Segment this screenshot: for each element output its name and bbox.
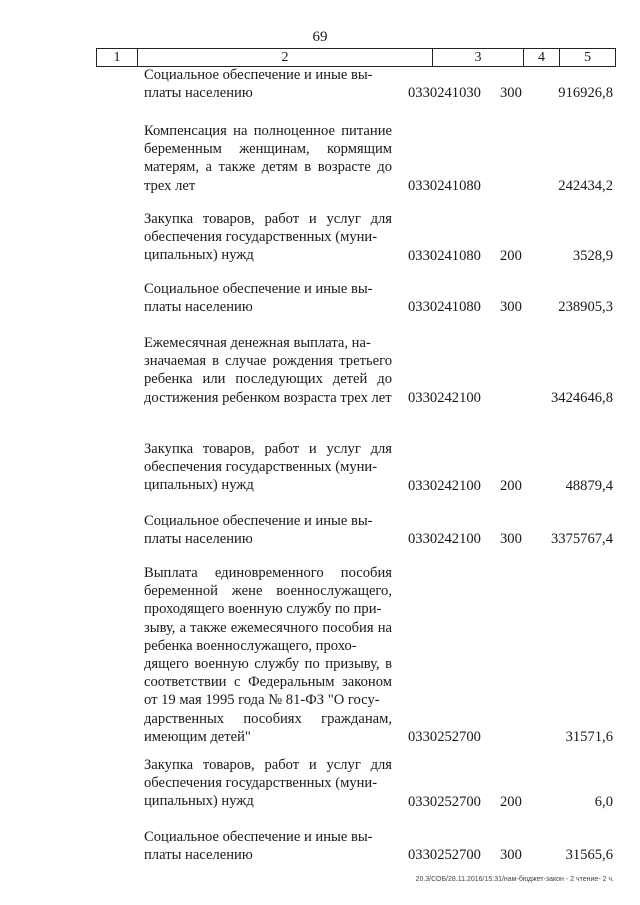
row-name: Социальное обеспечение и иные вы- платы населению [144, 281, 373, 316]
row-name: Закупка товаров, работ и услуг для обеспечения государственных (муни- ципальных) нужд [144, 757, 392, 810]
row-amount: 48879,4 [565, 477, 613, 494]
row-code: 0330252700 [408, 793, 481, 810]
row-amount: 916926,8 [558, 84, 613, 101]
row-code: 0330241030 [408, 84, 481, 101]
row-amount: 238905,3 [558, 298, 613, 315]
row-name: Ежемесячная денежная выплата, на- значаемая в случае рождения третьего ребенка или последующих детей до достижения ребенком возраста трех лет [144, 335, 392, 406]
row-type: 200 [500, 477, 522, 494]
column-header-2: 2 [138, 49, 433, 67]
row-code: 0330242100 [408, 530, 481, 547]
row-amount: 242434,2 [558, 177, 613, 194]
row-code: 0330242100 [408, 477, 481, 494]
row-code: 0330252700 [408, 728, 481, 745]
row-name: Компенсация на полноценное питание беременным женщинам, кормящим матерям, а также детям в возрасте до трех лет [144, 123, 392, 194]
column-header-4: 4 [524, 49, 560, 67]
row-type: 200 [500, 793, 522, 810]
footer-stamp: 20.3/СОБ/28.11.2016/15:31/нам-бюджет-закон - 2 чтение- 2 ч. [415, 876, 614, 883]
row-amount: 6,0 [594, 793, 613, 810]
row-name: Социальное обеспечение и иные вы- платы населению [144, 67, 373, 102]
row-amount: 3424646,8 [550, 389, 613, 406]
row-type: 200 [500, 247, 522, 264]
row-amount: 31571,6 [565, 728, 613, 745]
row-code: 0330241080 [408, 247, 481, 264]
column-header-5: 5 [560, 49, 616, 67]
row-type: 300 [500, 530, 522, 547]
row-amount: 3528,9 [572, 247, 613, 264]
row-amount: 31565,6 [565, 846, 613, 863]
row-amount: 3375767,4 [550, 530, 613, 547]
row-type: 300 [500, 84, 522, 101]
column-header-row [97, 49, 616, 67]
row-name: Выплата единовременного пособия беременной жене военнослужащего, проходящего военную службу по при- зыву, а также ежемесячного пособия на ребенка военнослужащего, прохо- дящего военную службу по призыву, в соответствии с Федеральным законом от 19 мая 1995 года № 81-ФЗ "О госу- дарственных пособиях гражданам, имеющим детей" [144, 565, 392, 745]
row-code: 0330241080 [408, 177, 481, 194]
row-name: Закупка товаров, работ и услуг для обеспечения государственных (муни- ципальных) нужд [144, 441, 392, 494]
column-header-table [96, 48, 616, 67]
row-name: Закупка товаров, работ и услуг для обеспечения государственных (муни- ципальных) нужд [144, 211, 392, 264]
row-code: 0330241080 [408, 298, 481, 315]
row-type: 300 [500, 298, 522, 315]
row-name: Социальное обеспечение и иные вы- платы населению [144, 829, 373, 864]
row-code: 0330252700 [408, 846, 481, 863]
row-code: 0330242100 [408, 389, 481, 406]
row-name: Социальное обеспечение и иные вы- платы населению [144, 513, 373, 548]
page-number: 69 [312, 29, 328, 45]
column-header-1: 1 [97, 49, 138, 67]
column-header-3: 3 [433, 49, 524, 67]
row-type: 300 [500, 846, 522, 863]
